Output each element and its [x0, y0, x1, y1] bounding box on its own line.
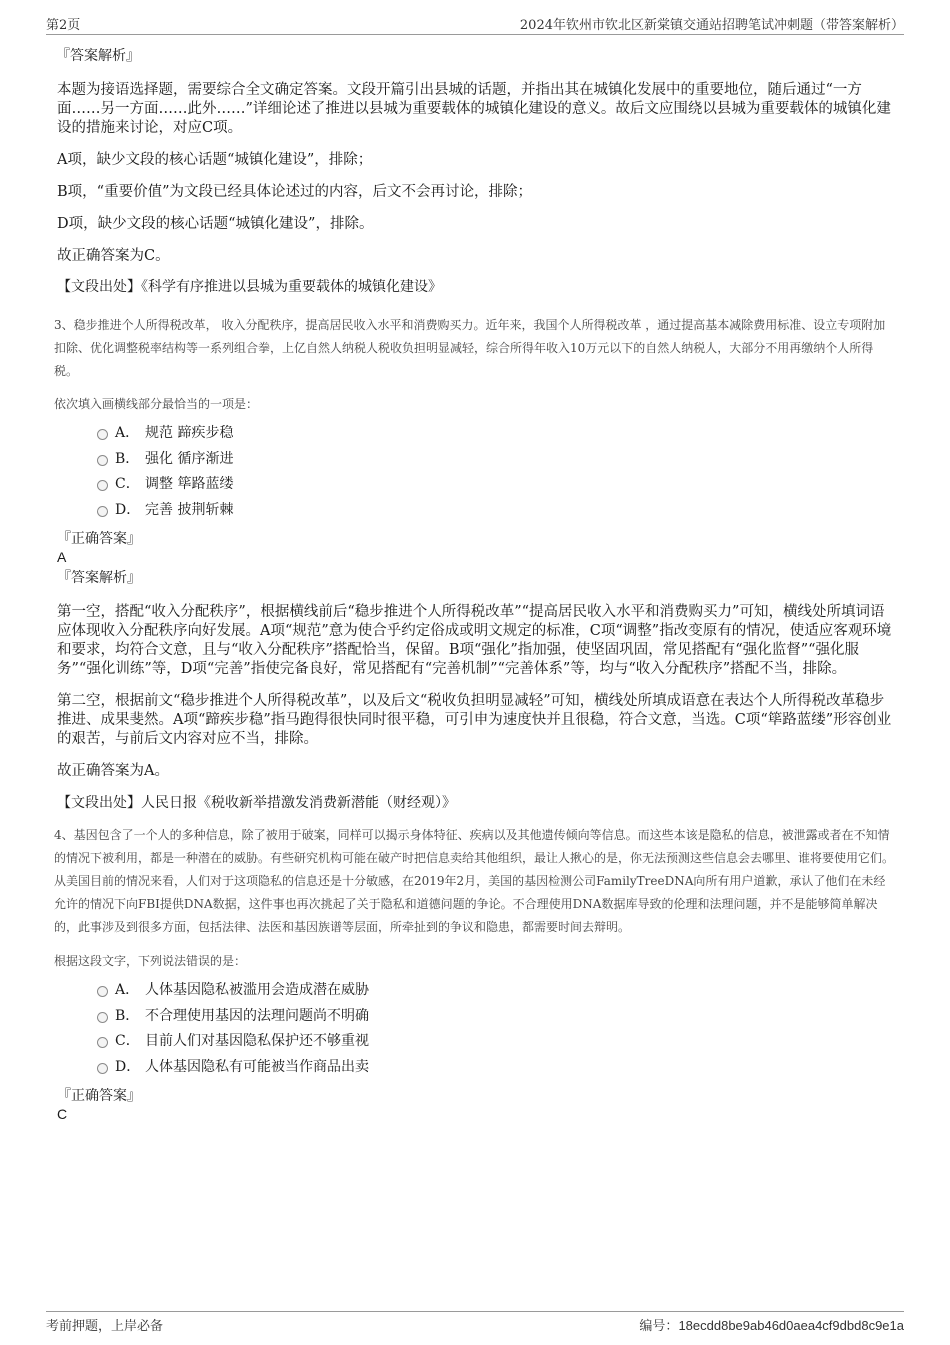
option-text: 不合理使用基因的法理问题尚不明确: [145, 1007, 369, 1024]
option-letter: D．: [115, 501, 141, 518]
source-citation: 【文段出处】《科学有序推进以县城为重要载体的城镇化建设》: [57, 279, 442, 295]
page-number: 第2页: [46, 18, 81, 33]
option-text: 强化 循序渐进: [145, 450, 234, 467]
option-c[interactable]: [57, 1029, 897, 1055]
option-d[interactable]: [57, 1055, 897, 1081]
source-citation: 【文段出处】人民日报《税收新举措激发消费新潜能（财经观）》: [57, 795, 456, 811]
question-3-prompt: 依次填入画横线部分最恰当的一项是：: [54, 397, 259, 411]
option-b[interactable]: [57, 447, 897, 473]
analysis-paragraph: A项，缺少文段的核心话题“城镇化建设”，排除；: [57, 152, 373, 168]
question-4-options: [57, 978, 897, 1080]
analysis-paragraph: 第二空，根据前文“稳步推进个人所得税改革”，以及后文“税收负担明显减轻”可知，横线处所填成语意在表达个人所得税改革稳步推进、成果斐然。A项“蹄疾步稳”指马跑得很快同时很平稳，可引申为速度快并且很稳，符合文意，当选。C项“筚路蓝缕”形容创业的艰苦，与前后文内容对应不当，排除。: [57, 693, 892, 747]
option-c[interactable]: [57, 472, 897, 498]
option-text: 人体基因隐私被滥用会造成潜在威胁: [145, 982, 369, 998]
option-letter: D．: [115, 1058, 141, 1075]
option-letter: C．: [115, 476, 140, 492]
correct-answer: C: [57, 1106, 68, 1122]
option-a[interactable]: [57, 421, 897, 447]
analysis-paragraph: 故正确答案为A。: [57, 763, 169, 779]
radio-button-icon[interactable]: [97, 1012, 108, 1023]
radio-button-icon[interactable]: [97, 455, 108, 466]
analysis-paragraph: B项，“重要价值”为文段已经具体论述过的内容，后文不会再讨论，排除；: [57, 184, 532, 200]
question-4-prompt: 根据这段文字，下列说法错误的是：: [54, 954, 247, 968]
radio-button-icon[interactable]: [97, 506, 108, 517]
option-letter: A．: [115, 982, 140, 998]
document-title: 2024年钦州市钦北区新棠镇交通站招聘笔试冲刺题（带答案解析）: [519, 18, 904, 33]
option-b[interactable]: [57, 1004, 897, 1030]
option-letter: B．: [115, 1007, 140, 1024]
correct-answer: A: [57, 549, 67, 565]
option-text: 目前人们对基因隐私保护还不够重视: [145, 1033, 369, 1049]
option-letter: B．: [115, 450, 140, 467]
footer-slogan: 考前押题，上岸必备: [46, 1319, 164, 1334]
analysis-paragraph: 第一空，搭配“收入分配秩序”，根据横线前后“稳步推进个人所得税改革”“提高居民收入水平和消费购买力”可知，横线处所填词语应体现收入分配秩序向好发展。A项“规范”意为使合乎约定俗成或明文规定的标准，C项“调整”指改变原有的情况，使适应客观环境和要求，均符合文意，且与“收入分配秩序”搭配恰当，保留。B项“强化”指加强，使坚固巩固，常见搭配有“强化监督”“强化服务”“强化训练”等，D项“完善”指使完备良好，常见搭配有“完善机制”“完善体系”等，均与“收入分配秩序”搭配不当，排除。: [57, 604, 892, 677]
radio-button-icon[interactable]: [97, 480, 108, 491]
option-letter: A．: [115, 425, 140, 441]
question-4-text: 4、基因包含了一个人的多种信息，除了被用于破案，同样可以揭示身体特征、疾病以及其他遗传倾向等信息。而这些本该是隐私的信息，被泄露或者在不知情的情况下被利用，都是一种潜在的威胁。有些研究机构可能在破产时把信息卖给其他组织，最让人揪心的是，你无法预测这些信息会去哪里、谁将要使用它们。从美国目前的情况来看，人们对于这项隐私的信息还是十分敏感，在2019年2月，美国的基因检测公司FamilyTreeDNA向所有用户道歉，承认了他们在未经允许的情况下向FBI提供DNA数据，这件事也再次挑起了关于隐私和道德问题的争论。不合理使用DNA数据库导致的伦理和法理问题，并不是能够简单解决的，此事涉及到很多方面，包括法律、法医和基因族谱等层面，所牵扯到的争议和隐患，都需要时间去辩明。: [54, 828, 895, 934]
radio-button-icon[interactable]: [97, 1037, 108, 1048]
option-text: 规范 蹄疾步稳: [145, 425, 234, 441]
radio-button-icon[interactable]: [97, 986, 108, 997]
option-letter: C．: [115, 1033, 140, 1049]
document-code-label: 编号：: [639, 1319, 679, 1334]
analysis-label: 『答案解析』: [57, 570, 141, 586]
option-a[interactable]: [57, 978, 897, 1004]
correct-answer-label: 『正确答案』: [57, 1088, 141, 1104]
page-content: [54, 46, 897, 1123]
question-3-text: 3、稳步推进个人所得税改革， 收入分配秩序，提高居民收入水平和消费购买力。近年来，我国个人所得税改革 ，通过提高基本减除费用标准、设立专项附加扣除、优化调整税率结构等一系列组合拳，上亿自然人纳税人税收负担明显减轻，综合所得年收入10万元以下的自然人纳税人，大部分不用再缴纳个人所得税。: [54, 318, 886, 378]
option-text: 调整 筚路蓝缕: [145, 476, 234, 492]
page-footer: [46, 1311, 904, 1334]
option-text: 完善 披荆斩棘: [145, 501, 234, 518]
radio-button-icon[interactable]: [97, 1063, 108, 1074]
option-text: 人体基因隐私有可能被当作商品出卖: [145, 1058, 369, 1075]
analysis-paragraph: 故正确答案为C。: [57, 248, 170, 264]
document-code: [639, 1315, 904, 1334]
correct-answer-label: 『正确答案』: [57, 531, 141, 547]
question-3-options: [57, 421, 897, 523]
option-d[interactable]: [57, 498, 897, 524]
analysis-label: 『答案解析』: [56, 48, 140, 64]
document-code-value: 18ecdd8be9ab46d0aea4cf9dbd8c9e1a: [678, 1318, 904, 1333]
radio-button-icon[interactable]: [97, 429, 108, 440]
analysis-paragraph: D项，缺少文段的核心话题“城镇化建设”，排除。: [57, 216, 374, 232]
analysis-paragraph: 本题为接语选择题，需要综合全文确定答案。文段开篇引出县城的话题，并指出其在城镇化发展中的重要地位，随后通过“一方面……另一方面……此外……”详细论述了推进以县城为重要载体的城镇化建设的意义。故后文应围绕以县城为重要载体的城镇化建设的措施来讨论，对应C项。: [57, 82, 891, 136]
page-header: [46, 14, 904, 35]
